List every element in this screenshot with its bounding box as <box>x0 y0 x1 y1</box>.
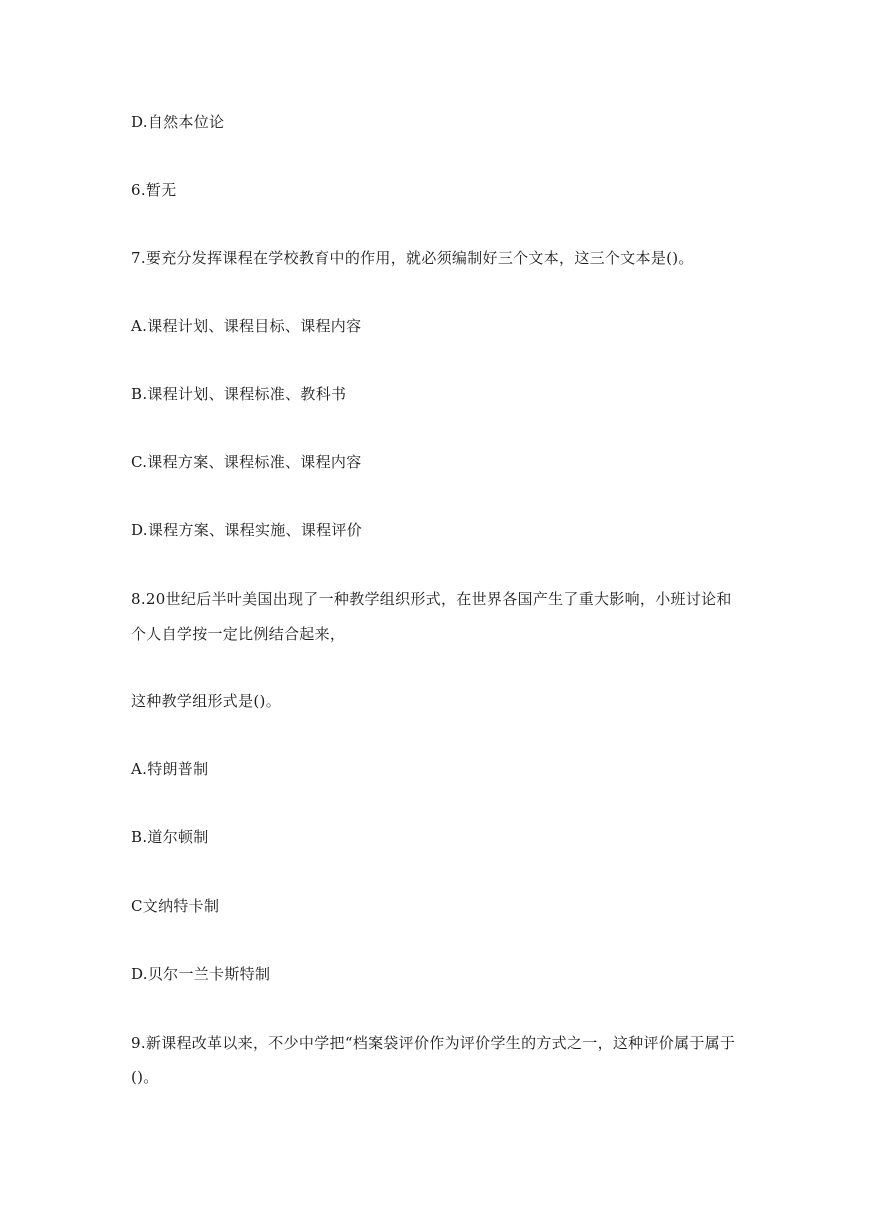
option-d-q5: D.自然本位论 <box>131 113 225 131</box>
question-9-line-1: 9.新课程改革以来，不少中学把“档案袋评价作为评价学生的方式之一，这种评价属于属于 <box>131 1034 736 1052</box>
question-6: 6.暂无 <box>131 181 177 199</box>
option-d-q7: D.课程方案、课程实施、课程评价 <box>131 521 363 539</box>
option-c-q8: C文纳特卡制 <box>131 897 220 915</box>
question-8-line-3: 这种教学组形式是()。 <box>131 692 282 710</box>
question-9-line-2: ()。 <box>131 1068 159 1086</box>
option-a-q7: A.课程计划、课程目标、课程内容 <box>131 317 362 335</box>
option-d-q8: D.贝尔一兰卡斯特制 <box>131 965 271 983</box>
option-b-q8: B.道尔顿制 <box>131 828 209 846</box>
question-7: 7.要充分发挥课程在学校教育中的作用，就必须编制好三个文本，这三个文本是()。 <box>131 249 694 267</box>
option-a-q8: A.特朗普制 <box>131 760 209 778</box>
question-8-line-2: 个人自学按一定比例结合起来， <box>131 625 346 643</box>
question-8-line-1: 8.20世纪后半叶美国出现了一种教学组织形式，在世界各国产生了重大影响，小班讨论和 <box>131 590 732 608</box>
option-c-q7: C.课程方案、课程标准、课程内容 <box>131 453 362 471</box>
option-b-q7: B.课程计划、课程标准、教科书 <box>131 385 347 403</box>
